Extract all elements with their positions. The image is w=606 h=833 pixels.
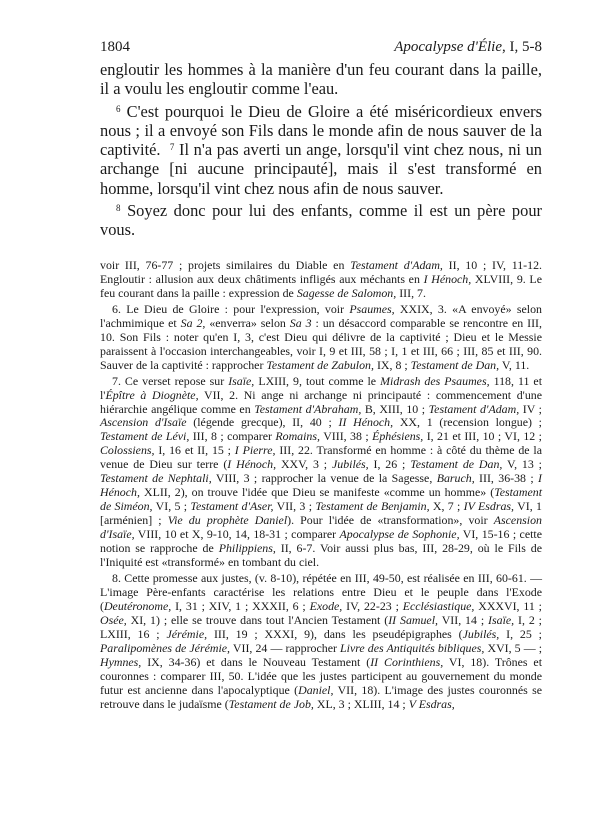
verse-5-end	[100, 60, 542, 99]
text-segment: VI, 18). Trônes et couronnes : comparer III, 50. L'idée que les justes participent au gouvernement du monde futur est ancienne dans l'apocalyptique (	[100, 654, 542, 697]
text-segment: 7. Ce verset repose sur	[112, 373, 225, 388]
text-segment: VII, 3 ;	[276, 499, 312, 514]
text-segment: VII, 14 ;	[441, 612, 485, 627]
text-segment: Testament de Zabulon,	[266, 357, 374, 372]
text-segment: I, 16 et II, 15 ;	[158, 443, 231, 458]
running-title: Apocalypse d'Élie, I, 5-8	[394, 39, 542, 55]
text-segment: V, 11.	[501, 357, 530, 372]
text-segment: II, 10 ; IV, 11-12. Engloutir : allusion aux deux châtiments infligés aux méchants en	[100, 258, 542, 286]
text-segment: III, 19 ; XXXI, 9), dans les pseudépigraphes (	[213, 626, 463, 641]
text-segment: I Hénoch,	[423, 271, 472, 286]
text-segment: I, 26 ;	[373, 457, 406, 472]
text-segment: VIII, 10 et X, 9-10, 14, 18-31 ; comparer	[137, 527, 337, 542]
text-segment: XLII, 2), on trouve l'idée que Dieu se manifeste «comme un homme» (	[143, 485, 495, 500]
page-number: 1804	[100, 39, 130, 55]
main-text	[100, 60, 542, 240]
text-segment: IV, 22-23 ;	[346, 598, 399, 613]
text-segment: VI, 5 ;	[155, 499, 188, 514]
text-segment: II Samuel,	[388, 612, 438, 627]
text-segment: Exode,	[309, 598, 343, 613]
text-segment: II, 6-7. Voir aussi plus bas, III, 28-29, où le Fils de l'Iniquité est «transformé» en tombant du ciel.	[100, 541, 542, 570]
text-segment: Testament de Nephtali,	[100, 471, 212, 486]
text-segment: ). Pour l'idée de «transformation», voir	[287, 513, 488, 528]
running-title-text: Apocalypse d'Élie	[394, 39, 502, 55]
note-6	[100, 303, 542, 373]
text-segment: XX, 1 (recension longue) ;	[399, 415, 542, 430]
text-segment: XVI, 5 — ;	[487, 640, 543, 655]
note-8	[100, 572, 542, 712]
text-segment: Philippiens,	[218, 541, 276, 556]
text-segment: III, 22. Transformé en homme : à côté du thème de la venue de Dieu sur terre (	[100, 443, 542, 472]
text-segment: IX, 34-36) et dans le Nouveau Testament (	[147, 654, 371, 669]
text-segment: Testament d'Adam,	[350, 258, 443, 272]
text-segment: : un désaccord comparable se rencontre en III, 10. Son Fils : noter qu'en I, 3, c'est Dieu qui délivre de la captivité ; Dieu et le Messie paraissent à l'occasion interchangeables, voir I, 9 et III, 58 ; I, 1 et III, 66 ; III, 85 et III, 90. Sauver de la captivité : rapprocher	[100, 315, 542, 372]
verse-5-text: engloutir les hommes à la manière d'un feu courant dans la paille, il a voulu les engloutir comme l'eau.	[100, 60, 542, 99]
text-segment: X, 7 ;	[432, 499, 461, 514]
text-segment: III, 36-38 ;	[479, 471, 534, 486]
text-segment: III, 7.	[399, 285, 426, 300]
text-segment: II Corinthiens,	[370, 654, 444, 669]
text-segment: Testament d'Aser,	[190, 499, 274, 514]
text-segment: Jérémie,	[166, 626, 208, 641]
text-segment: Éphésiens,	[372, 429, 424, 444]
text-segment: IV Esdras,	[463, 499, 515, 514]
verse-7-number: 7	[169, 142, 175, 153]
text-segment: Testament d'Abraham,	[254, 401, 362, 416]
verse-6-7	[100, 102, 542, 198]
text-segment: VIII, 38 ;	[323, 429, 369, 444]
verse-8-number: 8	[116, 203, 121, 214]
text-segment: Baruch,	[436, 471, 475, 486]
text-segment: I Hénoch,	[227, 457, 277, 472]
text-segment: 8. Cette promesse aux justes, (v. 8-10), répétée en III, 49-50, est réalisée en III, 60-61. — L'image Père-enfants caractérise les relations entre Dieu et le peuple dans l'Exode (	[100, 570, 542, 613]
text-segment: I, 31 ; XIV, 1 ; XXXII, 6 ;	[175, 598, 306, 613]
verse-6-number: 6	[116, 103, 121, 114]
text-segment: Romains,	[275, 429, 320, 444]
text-segment: Midrash des Psaumes,	[380, 373, 490, 388]
text-segment: Testament de Benjamin,	[315, 499, 430, 514]
text-segment: Isaïe,	[488, 612, 515, 627]
text-segment: LXIII, 9, tout comme le	[258, 373, 377, 388]
text-segment: I, 2 ; LXIII, 16 ;	[100, 612, 542, 641]
text-segment: Testament de Lévi,	[100, 429, 190, 444]
text-segment: XXXVI, 11 ;	[478, 598, 542, 613]
text-segment: XXV, 3 ;	[280, 457, 328, 472]
text-segment: I Pierre,	[234, 443, 276, 458]
text-segment: III, 8 ; comparer	[192, 429, 272, 444]
text-segment: Testament de Dan,	[410, 357, 500, 372]
text-segment: VII, 18). L'image des justes couronnés se retrouve dans le judaïsme (	[100, 682, 543, 711]
text-segment: B, XIII, 10 ;	[364, 401, 426, 416]
text-segment: Ecclésiastique,	[402, 598, 475, 613]
text-segment: Testament de Dan,	[410, 457, 503, 472]
commentary-notes	[100, 259, 542, 712]
text-segment: Isaïe,	[228, 373, 255, 388]
running-reference: I, 5-8	[509, 39, 542, 55]
text-segment: IX, 8 ;	[376, 357, 408, 372]
text-segment: Apocalypse de Sophonie,	[339, 527, 460, 542]
text-segment: XLVIII, 9. Le feu courant dans la paille : expression de	[100, 271, 542, 300]
text-segment: Psaumes,	[349, 301, 395, 316]
text-segment: Testament de Job,	[228, 696, 314, 711]
text-segment: Épître à Diognète,	[105, 387, 199, 402]
text-segment: I, 25 ;	[506, 626, 542, 641]
text-segment: VII, 24 — rapprocher	[232, 640, 337, 655]
text-segment: Paralipomènes de Jérémie,	[100, 640, 231, 655]
text-segment: V Esdras,	[408, 696, 455, 711]
text-segment: II Hénoch,	[338, 415, 394, 430]
text-segment: Livre des Antiquités bibliques,	[340, 640, 485, 655]
verse-8	[100, 201, 542, 240]
text-segment: VIII, 3 ; rapprocher la venue de la Sagesse,	[215, 471, 433, 486]
text-segment: Vie du prophète Daniel	[167, 513, 288, 528]
text-segment: XXIX, 3. «A envoyé» selon l'achmimique et	[100, 301, 542, 330]
note-5-continued	[100, 259, 542, 301]
text-segment: VI, 1 [arménien] ;	[100, 499, 542, 528]
text-segment: Testament de Siméon,	[100, 485, 542, 514]
text-segment: Jubilés,	[331, 457, 369, 472]
text-segment: Daniel,	[298, 682, 334, 697]
text-segment: Ascension d'Isaïe	[100, 415, 187, 430]
verse-7-text: Il n'a pas averti un ange, lorsqu'il vint chez nous, ni un archange [ni aucune principauté], mais il s'est transformé en homme, lorsqu'il vint chez nous afin de nous sauver.	[100, 140, 542, 198]
text-segment: I, 21 et III, 10 ; VI, 12 ;	[426, 429, 542, 444]
text-segment: Testament d'Adam,	[428, 401, 520, 416]
text-segment: Hymnes,	[100, 654, 142, 669]
text-segment: I Hénoch,	[100, 471, 543, 500]
text-segment: V, 13 ;	[507, 457, 542, 472]
text-segment: IV ;	[522, 401, 542, 416]
verse-6-text: C'est pourquoi le Dieu de Gloire a été miséricordieux envers nous ; il a envoyé son Fils dans le monde afin de nous sauver de la captivité.	[100, 101, 542, 160]
text-segment: Sagesse de Salomon,	[296, 285, 397, 300]
text-segment: voir III, 76-77 ; projets similaires du Diable en	[100, 258, 345, 272]
text-segment: Jubilés,	[462, 626, 500, 641]
text-segment: VII, 2. Ni ange ni archange ni principauté : commencement d'une hiérarchie angélique comme en	[100, 387, 542, 416]
text-segment: Sa 2,	[180, 315, 206, 330]
text-segment: VI, 15-16 ; cette notion se rapproche de	[100, 527, 542, 556]
text-segment: Osée,	[100, 612, 127, 627]
text-segment: (légende grecque), II, 40 ;	[193, 415, 332, 430]
verse-8-text: Soyez donc pour lui des enfants, comme il est un père pour vous.	[100, 201, 542, 240]
text-segment: Colossiens,	[100, 443, 155, 458]
text-segment: «enverra» selon	[209, 315, 286, 330]
text-segment: Sa 3	[289, 315, 312, 330]
text-segment: Deutéronome,	[103, 598, 172, 613]
text-segment: XI, 1) ; elle se trouve dans tout l'Ancien Testament (	[130, 612, 389, 627]
text-segment: 6. Le Dieu de Gloire : pour l'expression, voir	[112, 301, 345, 316]
note-7	[100, 375, 542, 570]
text-segment: Ascension d'Isaïe,	[100, 513, 542, 542]
text-segment: 118, 11 et l'	[100, 373, 543, 402]
text-segment: XL, 3 ; XLIII, 14 ;	[316, 696, 406, 711]
